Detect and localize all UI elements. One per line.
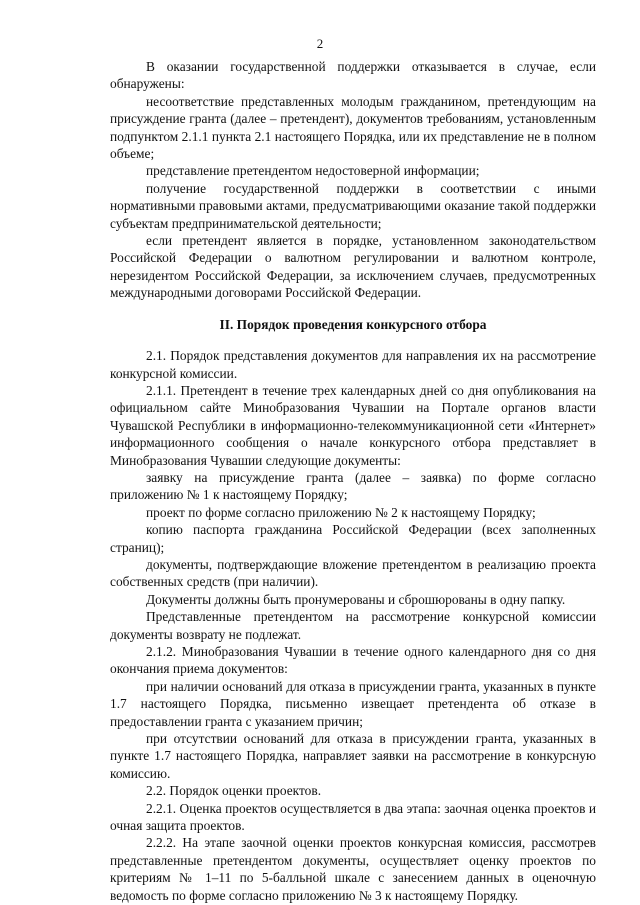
document-body	[110, 58, 596, 904]
paragraph: заявку на присуждение гранта (далее – заявка) по форме согласно приложению № 1 к настоящему Порядку;	[110, 469, 596, 503]
paragraph: представление претендентом недостоверной информации;	[146, 163, 480, 179]
paragraph: Документы должны быть пронумерованы и сброшюрованы в одну папку.	[146, 591, 566, 607]
paragraph: при наличии оснований для отказа в присуждении гранта, указанных в пункте 1.7 настоящего Порядка, письменно извещает претендента об отказе в предоставлении гранта с указанием причин;	[110, 678, 596, 729]
paragraph: несоответствие представленных молодым гражданином, претендующим на присуждение гранта (далее – претендент), документов требованиям, установленным подпунктом 2.1.1 пункта 2.1 настоящего Порядка, или их представление не в полном объеме;	[110, 93, 596, 162]
paragraph: копию паспорта гражданина Российской Федерации (всех заполненных страниц);	[110, 522, 596, 555]
page-number: 2	[316, 36, 324, 51]
paragraph: при отсутствии оснований для отказа в присуждении гранта, указанных в пункте 1.7 настоящего Порядка, направляет заявки на рассмотрение в конкурсную комиссию.	[110, 731, 596, 781]
paragraph: документы, подтверждающие вложение претендентом в реализацию проекта собственных средств (при наличии).	[110, 556, 596, 590]
paragraph: 2.1.1. Претендент в течение трех календарных дней со дня опубликования на официальном сайте Минобразования Чувашии на Портале органов власти Чувашской Республики в информационно-телекоммуникационной сети «Интернет» информационного сообщения о начале конкурсного отбора представляет в Минобразования Чувашии следующие документы:	[110, 382, 596, 468]
paragraph: проект по форме согласно приложению № 2 к настоящему Порядку;	[146, 504, 536, 520]
paragraph: В оказании государственной поддержки отказывается в случае, если обнаружены:	[110, 59, 596, 92]
paragraph: 2.2. Порядок оценки проектов.	[146, 783, 322, 799]
section-heading: II. Порядок проведения конкурсного отбора	[219, 316, 487, 332]
paragraph: Представленные претендентом на рассмотрение конкурсной комиссии документы возврату не подлежат.	[110, 609, 596, 642]
paragraph: 2.2.1. Оценка проектов осуществляется в два этапа: заочная оценка проектов и очная защита проектов.	[110, 800, 596, 834]
paragraph: 2.2.2. На этапе заочной оценки проектов конкурсная комиссия, рассмотрев представленные претендентом документы, осуществляет оценку проектов по критериям № 1–11 по 5-балльной шкале с занесением данных в оценочную ведомость по форме согласно приложению № 3 к настоящему Порядку.	[110, 835, 596, 903]
paragraph: 2.1. Порядок представления документов для направления их на рассмотрение конкурсной комиссии.	[110, 348, 596, 381]
paragraph: получение государственной поддержки в соответствии с иными нормативными правовыми актами, предусматривающими оказание такой поддержки субъектам предпринимательской деятельности;	[110, 180, 596, 231]
paragraph: если претендент является в порядке, установленном законодательством Российской Федерации о валютном регулировании и валютном контроле, нерезидентом Российской Федерации, за исключением случаев, предусмотренных международными договорами Российской Федерации.	[110, 233, 596, 301]
paragraph: 2.1.2. Минобразования Чувашии в течение одного календарного дня со дня окончания приема документов:	[110, 644, 596, 677]
